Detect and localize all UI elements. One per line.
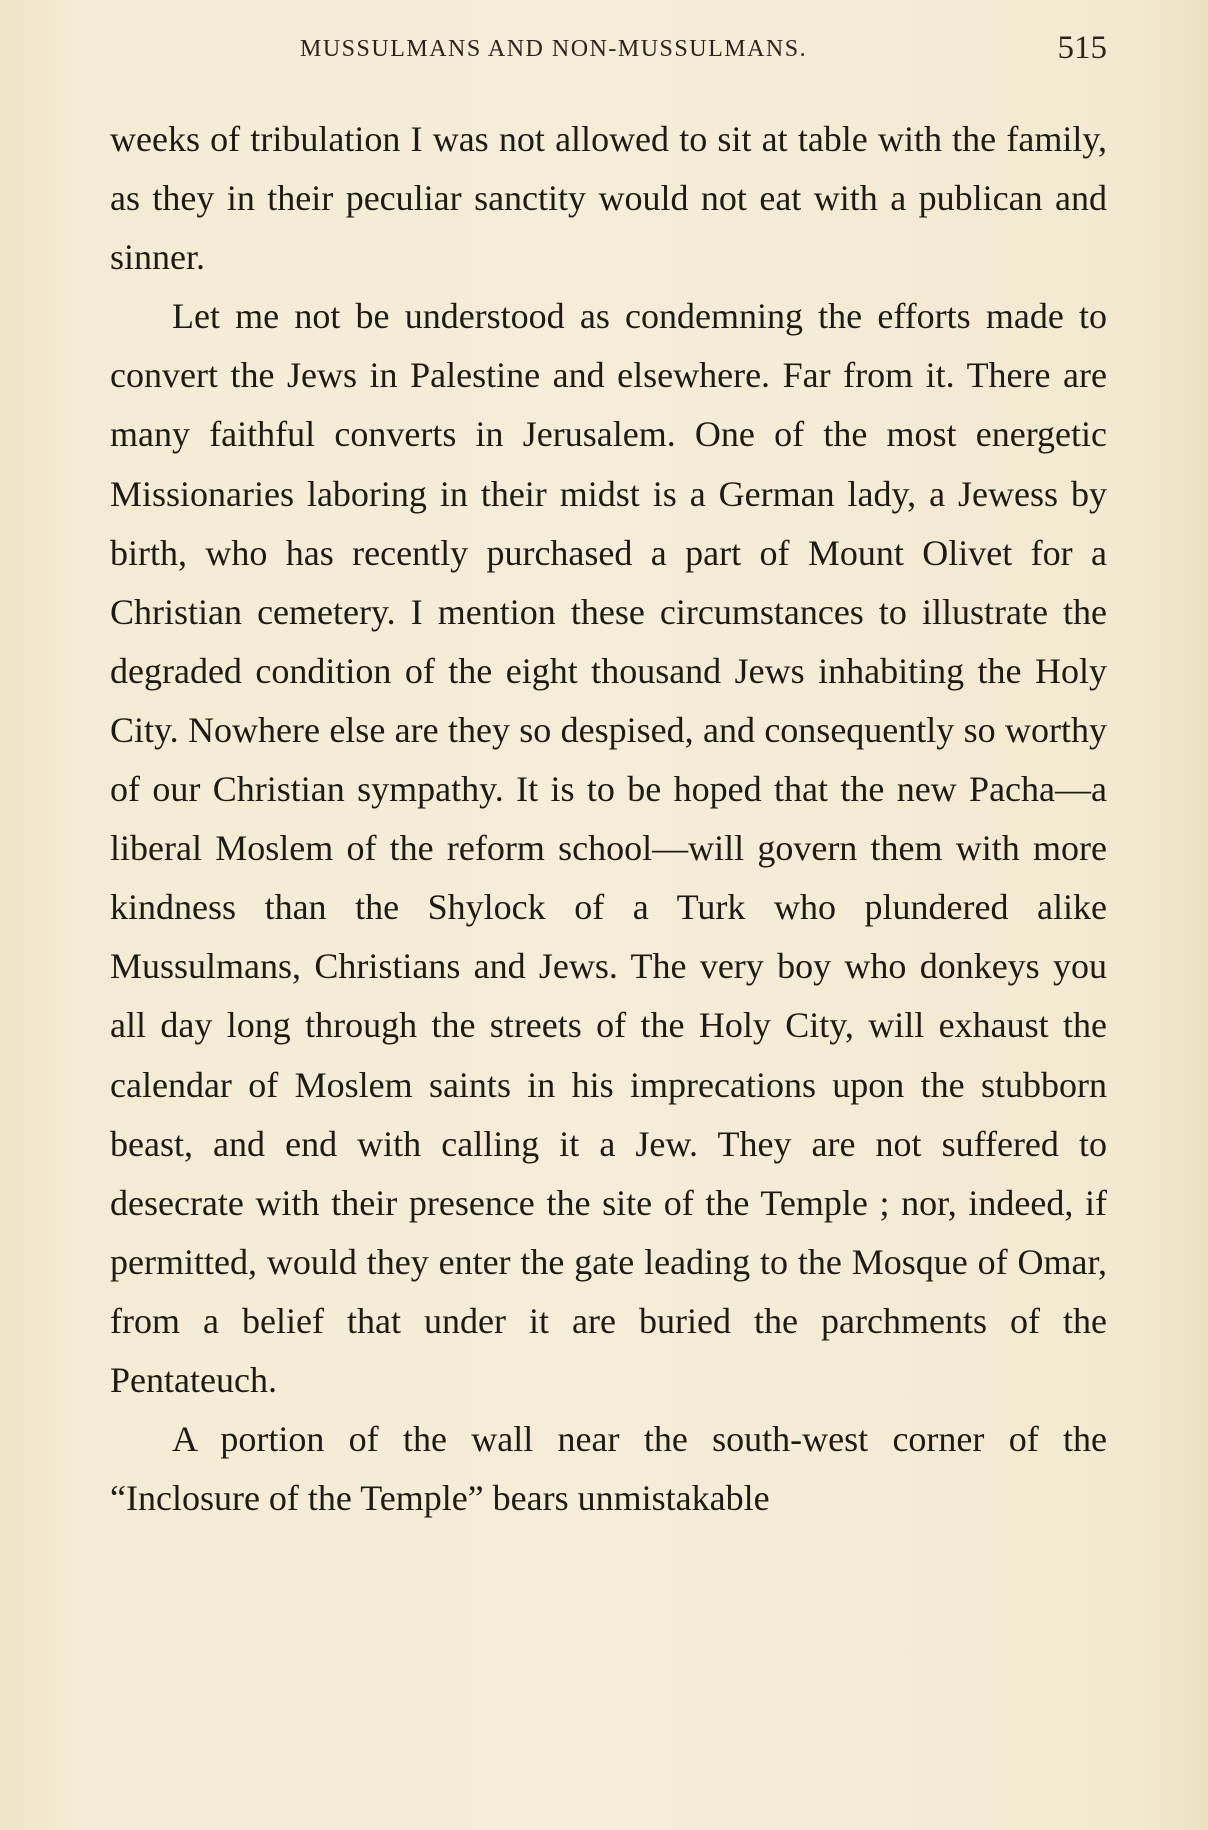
paragraph-continuation: weeks of tribulation I was not allowed to sit at table with the family, as they in their peculiar sanctity would not eat with a publican and sinner. (110, 119, 1107, 278)
page-number: 515 (1057, 30, 1107, 66)
body-text (110, 110, 1107, 1528)
paragraph-temple-wall: A portion of the wall near the south-west corner of the “Inclosure of the Temple” bears unmistakable (110, 1419, 1107, 1519)
running-title: MUSSULMANS AND NON-MUSSULMANS. (300, 36, 808, 62)
paragraph-jews-in-palestine: Let me not be understood as condemning the efforts made to convert the Jews in Palestine and elsewhere. Far from it. There are many faithful converts in Jerusalem. One of the most energetic Missionaries laboring in their midst is a German lady, a Jewess by birth, who has recently purchased a part of Mount Olivet for a Christian cemetery. I mention these circumstances to illustrate the degraded condition of the eight thousand Jews inhabiting the Holy City. Nowhere else are they so despised, and consequently so worthy of our Christian sympathy. It is to be hoped that the new Pacha—a liberal Moslem of the reform school—will govern them with more kindness than the Shylock of a Turk who plundered alike Mussulmans, Christians and Jews. The very boy who donkeys you all day long through the streets of the Holy City, will exhaust the calendar of Moslem saints in his imprecations upon the stubborn beast, and end with calling it a Jew. They are not suffered to desecrate with their presence the site of the Temple ; nor, indeed, if permitted, would they enter the gate leading to the Mosque of Omar, from a belief that under it are buried the parchments of the Pentateuch. (110, 296, 1107, 1400)
running-head (110, 26, 1107, 76)
